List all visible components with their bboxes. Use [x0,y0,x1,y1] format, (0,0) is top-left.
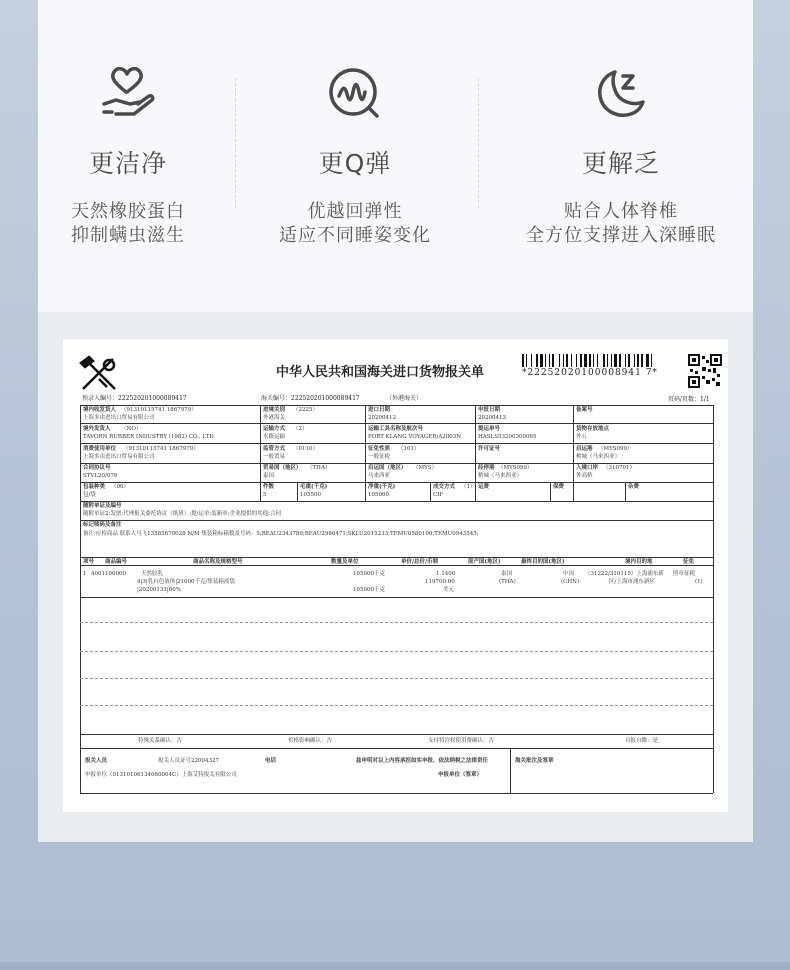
goods-cell: 1.1400 [436,571,456,577]
rule [80,557,713,558]
feature-relief [506,62,736,248]
goods-cell: 区/上海市浦东新区 [609,579,655,585]
field-label: 合同协议号 [83,465,111,471]
feature-elastic [240,62,470,248]
docs-label: 随附单证及编号 [83,503,122,509]
rule [80,501,713,502]
field-label: 境内收发货人 [83,407,117,413]
rule [80,793,713,794]
rule [80,748,713,749]
field-value: STVL20/076 [83,473,118,479]
field-value: 泰国 [263,473,275,479]
page-number: 页码/页数：1/1 [668,396,710,403]
field-value: （101） [398,446,420,452]
rule [713,405,714,793]
field-label: 运输方式 [263,426,286,432]
dashed-rule [80,622,713,623]
heart-hand-icon [13,62,243,126]
field-label: 保费 [553,484,565,490]
goods-cell: 照章征税 [673,571,696,577]
field-label: 征免性质 [368,446,391,452]
rule [80,734,713,735]
field-label: 包装种类 [83,484,106,490]
field-value: （0110） [293,446,318,452]
goods-cell: (THA) [499,579,516,585]
field-value: 5 [263,492,267,498]
field-label: 净重(千克) [368,484,396,490]
field-value: （06） [111,484,129,490]
goods-cell: (CHN) [561,579,580,585]
field-label: 货物存放地点 [576,426,610,432]
field-value: HASLS53200300065 [478,434,537,440]
field-label: 提运单号 [478,426,501,432]
goods-header: 单价/总价/币制 [401,559,439,565]
field-value: 105500 [300,492,321,498]
field-label: 许可证号 [478,446,501,452]
declaring-unit: 申报单位（91310106134660004C）上海艾特报关有限公司 [85,772,237,778]
goods-header: 数量及单位 [331,559,359,565]
field-value: （NO） [121,426,142,432]
field-value: 一般贸易 [263,454,286,460]
field-label: 运费 [478,484,490,490]
goods-cell: 4001100000 [91,571,126,577]
rule [80,443,713,444]
declarant-id: 报关人员证号22004327 [158,758,219,764]
field-label: 贸易国（地区） [263,465,302,471]
rule [510,748,511,793]
pre-entry-number: 预录入编号：222520201000089417 [82,395,187,402]
barcode [522,354,680,367]
field-value: 20200412 [368,415,396,421]
unit-seal-label: 申报单位（签章） [438,772,483,778]
field-value: 20200413 [478,415,506,421]
confirm-price-impact: 价格影响确认：否 [288,738,333,744]
goods-cell: 中国 [563,571,575,577]
rule [550,482,551,501]
field-label: 启运国（地区） [368,465,407,471]
marks-value: 备注:应检商品 联系人马飞13585670028 N/M 集装箱标箱数及号码：5;BEAU2343789;BEAU2986471;SKLU2015233;TEMU0580100;TEMU0943545; [83,531,479,537]
feature-desc-line: 贴合人体脊椎 [564,201,678,222]
feature-desc-line: 适应不同睡姿变化 [279,225,431,246]
field-label: 经停港 [478,465,495,471]
field-value: 105000 [368,492,389,498]
rule [573,405,574,501]
confirm-self-pay: 自报自缴：是 [625,738,659,744]
field-label: 杂费 [628,484,640,490]
goods-cell: 泰国 [501,571,513,577]
rule [80,463,713,464]
customs-seal-label: 海关批注及签章 [515,758,554,764]
field-value: 外高桥 [576,473,593,479]
field-value: CIF [433,492,444,498]
feature-title: 更Q弹 [318,149,392,178]
divider [235,78,236,208]
field-label: 毛重(千克) [300,484,328,490]
field-value: 上海多由进出口贸易有限公司 [83,415,155,421]
feature-desc-line: 优越回弹性 [307,201,403,222]
rule [365,482,366,501]
feature-desc-line: 天然橡胶蛋白 [71,201,185,222]
goods-header: 项号 [83,559,95,565]
document-title: 中华人民共和国海关进口货物报关单 [276,365,485,380]
field-value: （91310115741 1867979） [123,446,199,452]
customs-emblem-icon [79,355,119,397]
customs-port: （外港海关） [386,395,423,402]
field-value: 外港海关 [263,415,286,421]
marks-label: 标记唛码及备注 [83,522,122,528]
field-value: （2225） [293,407,318,413]
rule [80,423,713,424]
feature-title: 更解乏 [581,149,660,178]
divider [478,78,479,208]
barcode-text: *22252020100008941 7* [522,368,658,378]
field-value: 外五 [576,434,588,440]
field-value: 槟城（马来西亚） [576,454,621,460]
spring-q-icon [240,62,470,126]
docs-value: 随附单证2:发票;代理报关委托协议（纸质）;提/运单;装箱单;企业提供的其他;合同 [83,511,281,517]
field-label: 进境关别 [263,407,286,413]
field-value: （MYS099） [498,465,533,471]
rule [260,482,261,501]
goods-cell: 1 [83,571,87,577]
field-label: 申报日期 [478,407,501,413]
rule [297,482,298,501]
field-value: 一般征税 [368,454,391,460]
field-label: 成交方式 [433,484,456,490]
rule [80,565,713,566]
goods-cell: （31222/310115）上海浦东新 [585,571,664,577]
bottom-band [0,962,790,970]
field-value: （MYS099） [598,446,633,452]
qr-code-icon [688,354,722,392]
feature-title: 更洁净 [88,149,167,178]
goods-header: 最终目的国(地区) [521,559,565,565]
goods-cell: 105000千克 [353,571,385,577]
goods-cell: 4|3|乳白色液体|21000千克/集装箱液袋 [137,579,235,585]
field-value: （310701） [603,465,635,471]
field-value: 水路运输 [263,434,286,440]
moon-sleep-icon [506,62,736,126]
field-label: 启运港 [576,446,593,452]
goods-header: 原产国(地区) [468,559,501,565]
field-label: 境外发货人 [83,426,111,432]
feature-desc-line: 抑制螨虫滋生 [71,225,185,246]
goods-cell: (1) [695,579,703,585]
rule [430,482,431,501]
rule [80,597,713,598]
dashed-rule [80,651,713,652]
goods-cell: |20200131|60% [137,587,181,593]
customs-number: 海关编号：222520201000089417 [261,395,360,402]
field-value: 马来西亚 [368,473,391,479]
field-value: 上海多由进出口贸易有限公司 [83,454,155,460]
rule [80,520,713,521]
field-value: 包/袋 [83,492,96,498]
field-label: 备案号 [576,407,593,413]
field-label: 消费使用单位 [83,446,117,452]
field-label: 件数 [263,484,275,490]
goods-cell: 119700.00 [425,579,455,585]
goods-cell: 美元 [443,587,455,593]
confirm-royalty: 支付特许权使用费确认：否 [428,738,495,744]
phone-label: 电话 [265,758,277,764]
rule [80,405,81,793]
rule [80,405,713,406]
rule [625,482,626,501]
rule [80,482,713,483]
goods-header: 商品编号 [105,559,128,565]
field-value: （THA） [307,465,331,471]
declarant-label: 报关人员 [85,758,108,764]
field-value: TAVORN RUBBER INDUSTRY (1982) CO., LTD. [83,434,216,440]
dashed-rule [80,678,713,679]
field-value: （MYS） [413,465,438,471]
field-value: （2） [293,426,308,432]
field-label: 入境口岸 [576,465,599,471]
field-label: 进口日期 [368,407,391,413]
field-label: 监管方式 [263,446,286,452]
dashed-rule [80,705,713,706]
goods-header: 商品名称及规格型号 [193,559,243,565]
customs-declaration [63,339,728,812]
field-value: （1） [461,484,476,490]
field-label: 运输工具名称及航次号 [368,426,424,432]
goods-cell: 天然胶乳 [141,571,164,577]
field-value: PORT KLANG VOYAGER/A2003N [368,434,462,440]
feature-desc-line: 全方位支撑进入深睡眠 [526,225,716,246]
goods-header: 征免 [683,559,695,565]
goods-header: 境内目的地 [625,559,653,565]
field-value: 槟城（马来西亚） [478,473,523,479]
feature-clean [13,62,243,248]
goods-cell: 105000千克 [353,587,385,593]
confirm-special-relation: 特殊关系确认：否 [138,738,183,744]
field-value: （91310115741 1867979） [121,407,197,413]
legal-statement: 兹申明对以上内容承担如实申报、依法纳税之法律责任 [356,758,489,764]
